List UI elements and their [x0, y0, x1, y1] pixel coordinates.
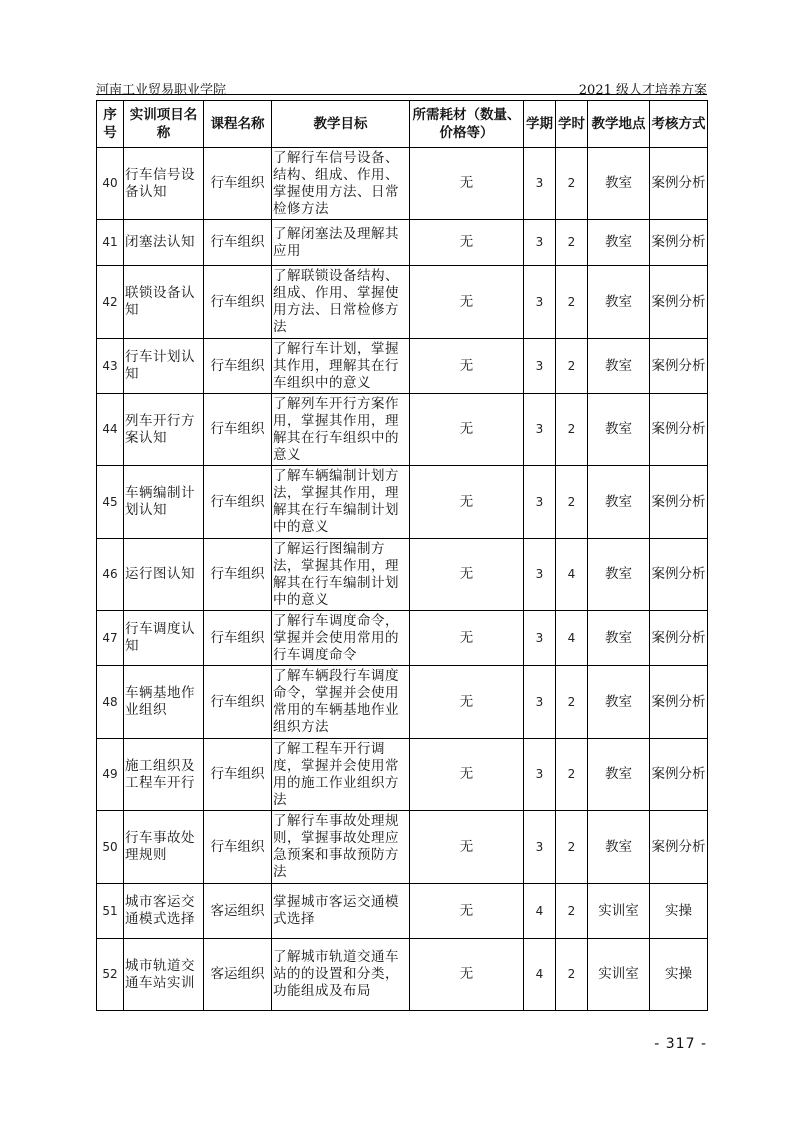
- cell-goal: 了解运行图编制方法，掌握其作用，理解其在行车编制计划中的意义: [272, 539, 410, 611]
- cell-location: 教室: [588, 539, 650, 611]
- cell-assessment: 案例分析: [650, 539, 708, 611]
- cell-no: 42: [97, 266, 124, 339]
- cell-course: 行车组织: [204, 466, 272, 539]
- cell-goal: 了解车辆编制计划方法，掌握其作用，理解其在行车编制计划中的意义: [272, 466, 410, 539]
- cell-course: 行车组织: [204, 339, 272, 394]
- cell-hours: 2: [556, 466, 588, 539]
- cell-hours: 2: [556, 666, 588, 739]
- column-header-assessment: 考核方式: [650, 101, 708, 148]
- cell-materials: 无: [410, 666, 524, 739]
- cell-project: 行车事故处理规则: [124, 811, 204, 884]
- cell-materials: 无: [410, 884, 524, 939]
- cell-no: 41: [97, 220, 124, 266]
- cell-goal: 了解行车调度命令，掌握并会使用常用的行车调度命令: [272, 611, 410, 666]
- cell-goal: 了解行车计划，掌握其作用，理解其在行车组织中的意义: [272, 339, 410, 394]
- column-header-location: 教学地点: [588, 101, 650, 148]
- cell-no: 49: [97, 739, 124, 811]
- cell-location: 教室: [588, 466, 650, 539]
- cell-location: 实训室: [588, 884, 650, 939]
- cell-assessment: 案例分析: [650, 220, 708, 266]
- cell-term: 3: [524, 539, 556, 611]
- cell-hours: 2: [556, 394, 588, 466]
- column-header-term: 学期: [524, 101, 556, 148]
- cell-materials: 无: [410, 466, 524, 539]
- cell-materials: 无: [410, 611, 524, 666]
- cell-assessment: 案例分析: [650, 148, 708, 220]
- cell-assessment: 案例分析: [650, 339, 708, 394]
- cell-location: 教室: [588, 666, 650, 739]
- cell-hours: 2: [556, 939, 588, 1011]
- cell-assessment: 案例分析: [650, 666, 708, 739]
- cell-hours: 2: [556, 739, 588, 811]
- cell-term: 3: [524, 266, 556, 339]
- cell-no: 43: [97, 339, 124, 394]
- cell-hours: 2: [556, 266, 588, 339]
- cell-no: 48: [97, 666, 124, 739]
- table-row: [97, 939, 708, 1011]
- cell-goal: 了解行车信号设备、结构、组成、作用、掌握使用方法、日常检修方法: [272, 148, 410, 220]
- cell-no: 50: [97, 811, 124, 884]
- cell-assessment: 案例分析: [650, 811, 708, 884]
- cell-project: 列车开行方案认知: [124, 394, 204, 466]
- table-row: [97, 666, 708, 739]
- column-header-hours: 学时: [556, 101, 588, 148]
- cell-location: 教室: [588, 811, 650, 884]
- cell-no: 40: [97, 148, 124, 220]
- cell-materials: 无: [410, 339, 524, 394]
- cell-course: 行车组织: [204, 539, 272, 611]
- column-header-project: 实训项目名称: [124, 101, 204, 148]
- cell-goal: 了解列车开行方案作用，掌握其作用，理解其在行车组织中的意义: [272, 394, 410, 466]
- cell-assessment: 案例分析: [650, 611, 708, 666]
- cell-course: 客运组织: [204, 939, 272, 1011]
- table-row: [97, 339, 708, 394]
- cell-project: 行车计划认知: [124, 339, 204, 394]
- cell-no: 47: [97, 611, 124, 666]
- table-row: [97, 739, 708, 811]
- table-row: [97, 466, 708, 539]
- table-row: [97, 394, 708, 466]
- cell-materials: 无: [410, 539, 524, 611]
- cell-materials: 无: [410, 939, 524, 1011]
- cell-term: 3: [524, 339, 556, 394]
- cell-project: 运行图认知: [124, 539, 204, 611]
- cell-course: 行车组织: [204, 220, 272, 266]
- cell-materials: 无: [410, 266, 524, 339]
- cell-assessment: 案例分析: [650, 739, 708, 811]
- table-row: [97, 884, 708, 939]
- table-row: [97, 148, 708, 220]
- column-header-no: 序号: [97, 101, 124, 148]
- cell-no: 52: [97, 939, 124, 1011]
- cell-term: 3: [524, 611, 556, 666]
- cell-location: 教室: [588, 339, 650, 394]
- cell-project: 车辆编制计划认知: [124, 466, 204, 539]
- cell-goal: 了解车辆段行车调度命令，掌握并会使用常用的车辆基地作业组织方法: [272, 666, 410, 739]
- cell-hours: 2: [556, 339, 588, 394]
- cell-no: 46: [97, 539, 124, 611]
- cell-location: 实训室: [588, 939, 650, 1011]
- cell-course: 行车组织: [204, 611, 272, 666]
- cell-course: 行车组织: [204, 266, 272, 339]
- cell-hours: 2: [556, 148, 588, 220]
- cell-project: 闭塞法认知: [124, 220, 204, 266]
- cell-assessment: 案例分析: [650, 266, 708, 339]
- table-row: [97, 266, 708, 339]
- column-header-course: 课程名称: [204, 101, 272, 148]
- cell-materials: 无: [410, 811, 524, 884]
- cell-materials: 无: [410, 739, 524, 811]
- cell-location: 教室: [588, 739, 650, 811]
- cell-term: 3: [524, 811, 556, 884]
- header-institution: 河南工业贸易职业学院: [96, 83, 227, 98]
- cell-term: 4: [524, 939, 556, 1011]
- cell-assessment: 实操: [650, 884, 708, 939]
- cell-goal: 了解行车事故处理规则，掌握事故处理应急预案和事故预防方法: [272, 811, 410, 884]
- cell-term: 3: [524, 739, 556, 811]
- table-row: [97, 811, 708, 884]
- cell-hours: 4: [556, 611, 588, 666]
- column-header-goal: 教学目标: [272, 101, 410, 148]
- cell-no: 45: [97, 466, 124, 539]
- cell-term: 3: [524, 394, 556, 466]
- cell-term: 3: [524, 148, 556, 220]
- cell-course: 行车组织: [204, 666, 272, 739]
- cell-assessment: 案例分析: [650, 394, 708, 466]
- cell-project: 城市客运交通模式选择: [124, 884, 204, 939]
- page-number: - 317 -: [654, 1036, 707, 1052]
- cell-location: 教室: [588, 148, 650, 220]
- table-row: [97, 220, 708, 266]
- cell-term: 3: [524, 666, 556, 739]
- cell-hours: 2: [556, 811, 588, 884]
- cell-project: 车辆基地作业组织: [124, 666, 204, 739]
- cell-location: 教室: [588, 266, 650, 339]
- cell-hours: 2: [556, 884, 588, 939]
- training-project-table: [96, 100, 708, 1011]
- cell-hours: 4: [556, 539, 588, 611]
- cell-course: 客运组织: [204, 884, 272, 939]
- cell-hours: 2: [556, 220, 588, 266]
- cell-location: 教室: [588, 220, 650, 266]
- cell-course: 行车组织: [204, 148, 272, 220]
- cell-project: 行车调度认知: [124, 611, 204, 666]
- header-divider: [96, 94, 707, 95]
- table-header-row: [97, 101, 708, 148]
- table-row: [97, 539, 708, 611]
- cell-course: 行车组织: [204, 739, 272, 811]
- cell-term: 3: [524, 220, 556, 266]
- cell-no: 51: [97, 884, 124, 939]
- cell-goal: 了解工程车开行调度，掌握并会使用常用的施工作业组织方法: [272, 739, 410, 811]
- cell-project: 施工组织及工程车开行: [124, 739, 204, 811]
- cell-assessment: 案例分析: [650, 466, 708, 539]
- cell-project: 行车信号设备认知: [124, 148, 204, 220]
- cell-goal: 掌握城市客运交通模式选择: [272, 884, 410, 939]
- cell-location: 教室: [588, 611, 650, 666]
- cell-goal: 了解城市轨道交通车站的的设置和分类，功能组成及布局: [272, 939, 410, 1011]
- cell-term: 4: [524, 884, 556, 939]
- cell-no: 44: [97, 394, 124, 466]
- header-document-title: 2021 级人才培养方案: [578, 83, 707, 98]
- cell-materials: 无: [410, 394, 524, 466]
- column-header-materials: 所需耗材（数量、价格等）: [410, 101, 524, 148]
- cell-project: 联锁设备认知: [124, 266, 204, 339]
- cell-course: 行车组织: [204, 394, 272, 466]
- cell-location: 教室: [588, 394, 650, 466]
- cell-materials: 无: [410, 148, 524, 220]
- cell-goal: 了解联锁设备结构、组成、作用、掌握使用方法、日常检修方法: [272, 266, 410, 339]
- table-row: [97, 611, 708, 666]
- cell-project: 城市轨道交通车站实训: [124, 939, 204, 1011]
- cell-assessment: 实操: [650, 939, 708, 1011]
- cell-term: 3: [524, 466, 556, 539]
- cell-course: 行车组织: [204, 811, 272, 884]
- cell-materials: 无: [410, 220, 524, 266]
- cell-goal: 了解闭塞法及理解其应用: [272, 220, 410, 266]
